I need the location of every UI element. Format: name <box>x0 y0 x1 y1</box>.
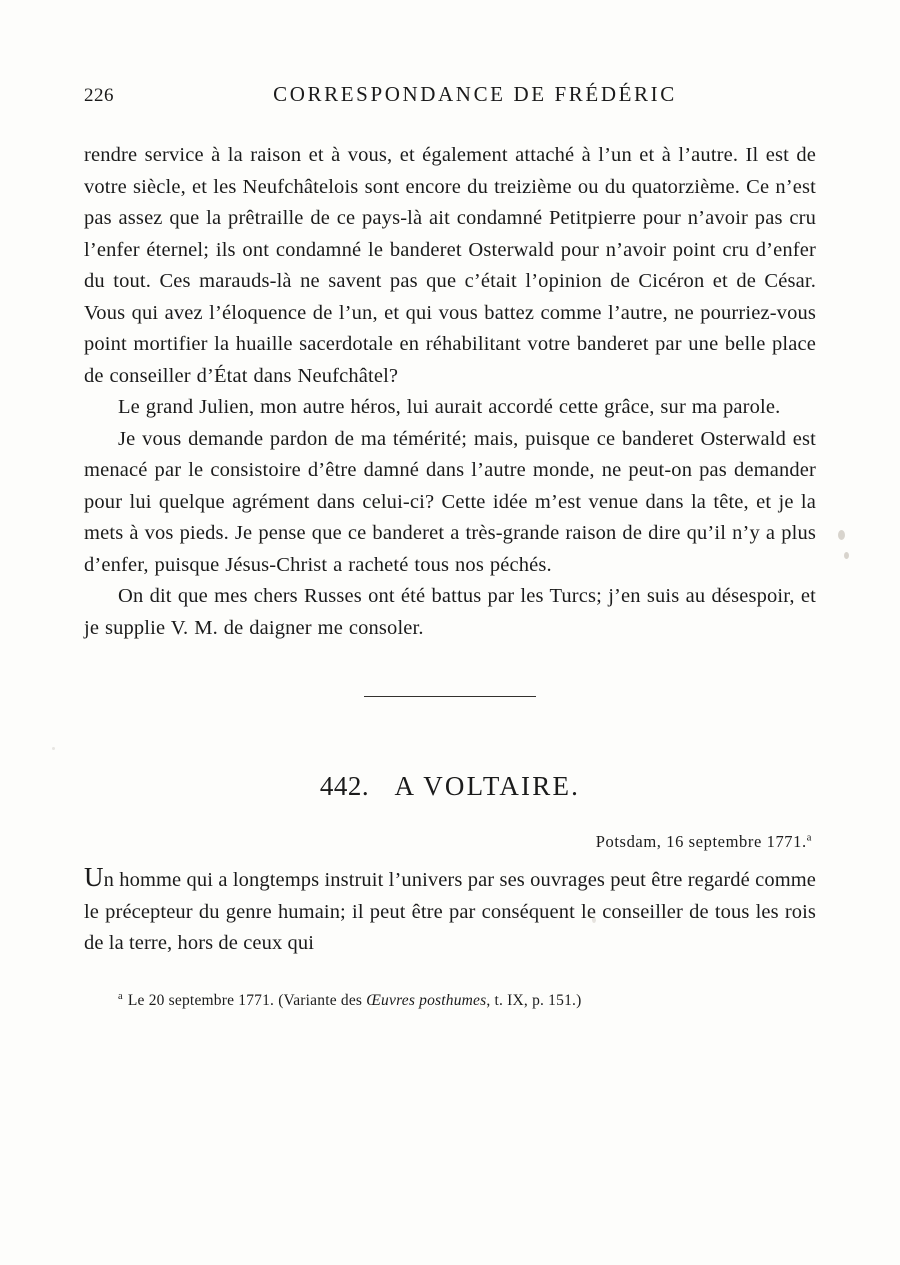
letter-recipient: A VOLTAIRE. <box>394 771 581 801</box>
running-head <box>84 82 816 122</box>
paragraph: Je vous demande pardon de ma témérité; mais, puisque ce banderet Osterwald est menacé par le consistoire d’être damné dans l’autre monde, ne peut-on pas demander pour lui quelque agrément dans celui-ci? Cette idée m’est venue dans la tête, et je la mets à vos pieds. Je pense que ce banderet a très-grande raison de dire qu’il n’y a plus d’enfer, puisque Jésus-Christ a racheté tous nos péchés. <box>84 427 816 576</box>
page-content <box>84 82 816 1012</box>
paragraph: Le grand Julien, mon autre héros, lui aurait accordé cette grâce, sur ma parole. <box>118 396 781 418</box>
footnote-marker: a <box>118 990 123 1002</box>
dateline-text: Potsdam, 16 septembre 1771. <box>595 832 807 851</box>
divider-rule <box>364 696 536 697</box>
scan-speck <box>52 747 55 750</box>
letter-number: 442. <box>319 771 370 801</box>
letter-body <box>84 864 816 960</box>
body-text <box>84 140 816 644</box>
letter-heading <box>84 771 816 802</box>
section-divider <box>84 696 816 697</box>
scan-speck <box>838 530 845 540</box>
footnote-reference: a <box>806 832 812 844</box>
paragraph: rendre service à la raison et à vous, et également attaché à l’un et à l’autre. Il est de votre siècle, et les Neufchâtelois sont encore du treizième ou du quatorzième. Ce n’est pas assez que la prêtraille de ce pays-là ait condamné Petitpierre pour n’avoir pas cru l’enfer éternel; ils ont condamné le banderet Osterwald pour n’avoir point cru d’enfer du tout. Ces marauds-là ne savent pas que c’était l’opinion de Cicéron et de César. Vous qui avez l’éloquence de l’un, et qui vous battez comme l’autre, ne pourriez-vous point mortifier la huaille sacerdotale en réhabilitant votre banderet par une belle place de conseiller d’État dans Neufchâtel? <box>84 144 816 387</box>
footnote-italic-title: Œuvres posthumes <box>366 991 487 1009</box>
footnote-text-after: , t. IX, p. 151.) <box>486 991 582 1009</box>
footnote-text-before: Le 20 septembre 1771. (Variante des <box>127 991 367 1009</box>
paragraph: On dit que mes chers Russes ont été battus par les Turcs; j’en suis au désespoir, et je supplie V. M. de daigner me consoler. <box>84 585 816 639</box>
paragraph <box>84 864 816 960</box>
scan-speck <box>844 552 849 559</box>
drop-cap: U <box>84 862 104 892</box>
footnote <box>84 986 816 1012</box>
running-title: CORRESPONDANCE DE FRÉDÉRIC <box>273 82 677 106</box>
page-number: 226 <box>84 85 114 106</box>
scan-speck <box>592 917 596 923</box>
letter-dateline <box>84 832 816 852</box>
paragraph-text: n homme qui a longtemps instruit l’univers par ses ouvrages peut être regardé comme le précepteur du genre humain; il peut être par conséquent le conseiller de tous les rois de la terre, hors de ceux qui <box>84 869 816 954</box>
